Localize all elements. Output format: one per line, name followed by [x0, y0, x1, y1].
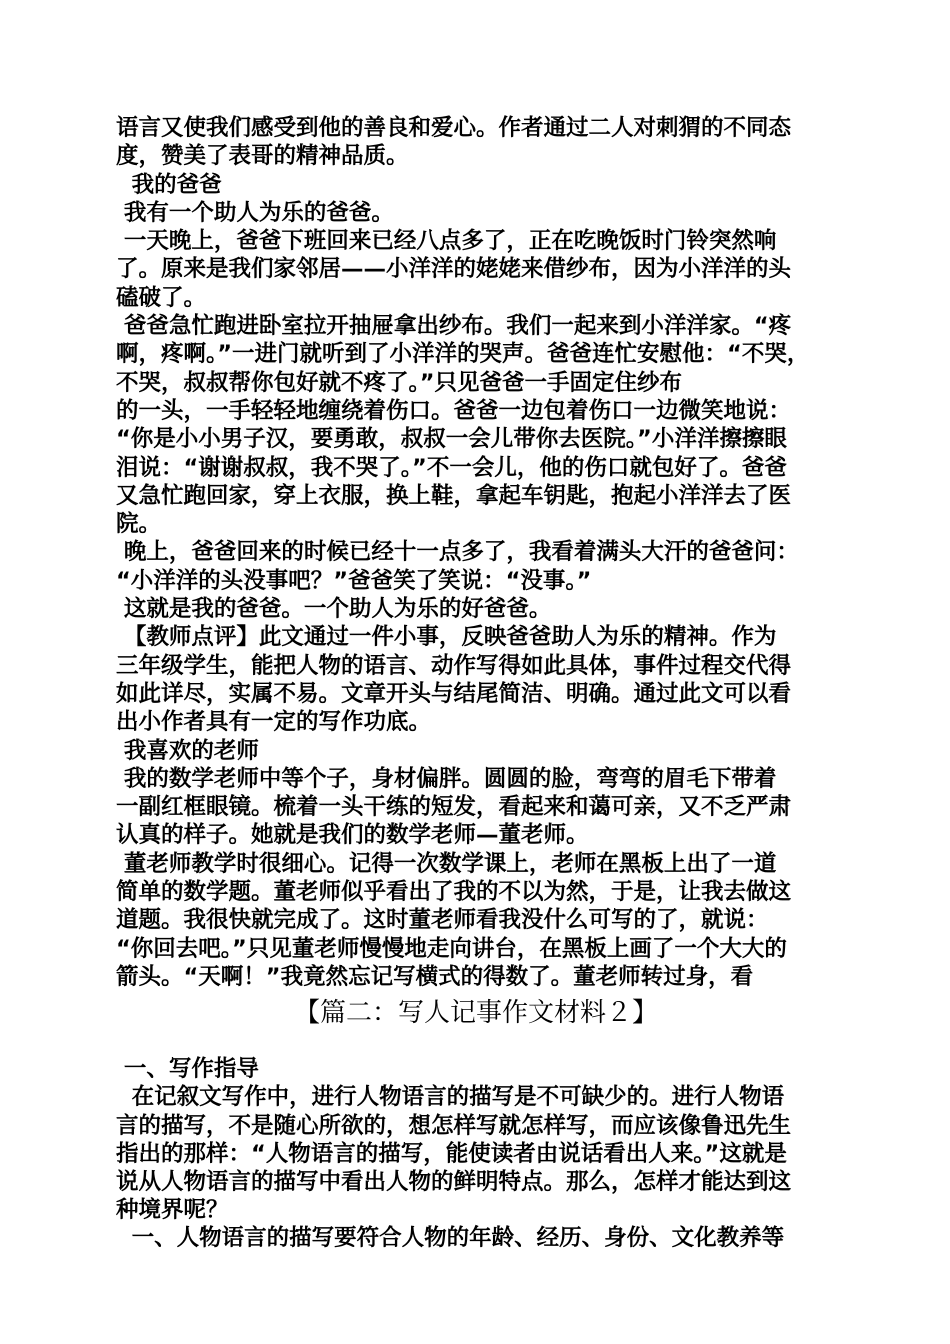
text-line: 出小作者具有一定的写作功底。 [116, 709, 432, 736]
text-line: 种境界呢？ [116, 1197, 229, 1224]
text-line: 箭头。“天啊！”我竟然忘记写横式的得数了。董老师转过身，看 [116, 963, 754, 990]
text-line: 【教师点评】此文通过一件小事，反映爸爸助人为乐的精神。作为 [116, 624, 777, 651]
text-line: 如此详尽，实属不易。文章开头与结尾简洁、明确。通过此文可以看 [116, 680, 792, 707]
text-line: 我的数学老师中等个子，身材偏胖。圆圆的脸，弯弯的眉毛下带着 [116, 765, 777, 792]
text-line: 说从人物语言的描写中看出人物的鲜明特点。那么，怎样才能达到这 [116, 1168, 792, 1195]
text-line: 我喜欢的老师 [116, 737, 259, 764]
text-line: 三年级学生，能把人物的语言、动作写得如此具体，事件过程交代得 [116, 652, 792, 679]
document-body [116, 114, 836, 1253]
text-line: 我的爸爸 [116, 171, 222, 198]
text-line: 一副红框眼镜。梳着一头干练的短发，看起来和蔼可亲，又不乏严肃 [116, 794, 792, 821]
text-line: “你回去吧。”只见董老师慢慢地走向讲台，在黑板上画了一个大大的 [116, 935, 787, 962]
text-line: “你是小小男子汉，要勇敢，叔叔一会儿带你去医院。”小洋洋擦擦眼 [116, 426, 787, 453]
text-line: 一、写作指导 [116, 1056, 259, 1083]
text-line: 在记叙文写作中，进行人物语言的描写是不可缺少的。进行人物语 [116, 1084, 785, 1111]
text-line: 一天晚上，爸爸下班回来已经八点多了，正在吃晚饭时门铃突然响 [116, 228, 777, 255]
essay-section-2 [116, 1055, 836, 1252]
text-line: 泪说：“谢谢叔叔，我不哭了。”不一会儿，他的伤口就包好了。爸爸 [116, 454, 787, 481]
text-line: 的一头，一手轻轻地缠绕着伤口。爸爸一边包着伤口一边微笑地说： [116, 397, 792, 424]
essay-section-1 [116, 114, 836, 991]
text-line: 院。 [116, 511, 162, 538]
text-line: “小洋洋的头没事吧？”爸爸笑了笑说：“没事。” [116, 567, 592, 594]
text-line: 磕破了。 [116, 284, 207, 311]
text-line: 语言又使我们感受到他的善良和爱心。作者通过二人对刺猬的不同态 [116, 115, 792, 141]
text-line: 晚上，爸爸回来的时候已经十一点多了，我看着满头大汗的爸爸问： [116, 539, 799, 566]
text-line: 了。原来是我们家邻居——小洋洋的姥姥来借纱布，因为小洋洋的头 [116, 256, 792, 283]
text-line: 我有一个助人为乐的爸爸。 [116, 199, 394, 226]
text-line: 一、人物语言的描写要符合人物的年龄、经历、身份、文化教养等 [116, 1225, 785, 1252]
text-line: 这就是我的爸爸。一个助人为乐的好爸爸。 [116, 596, 552, 623]
text-line: 言的描写，不是随心所欲的，想怎样写就怎样写，而应该像鲁迅先生 [116, 1112, 792, 1139]
text-line: 度，赞美了表哥的精神品质。 [116, 143, 409, 170]
text-line: 道题。我很快就完成了。这时董老师看我没什么可写的了，就说： [116, 907, 769, 934]
text-line: 又急忙跑回家，穿上衣服，换上鞋，拿起车钥匙，抱起小洋洋去了医 [116, 482, 792, 509]
text-line: 指出的那样：“人物语言的描写，能使读者由说话看出人来。”这就是 [116, 1140, 787, 1167]
text-line: 啊，疼啊。”一进门就听到了小洋洋的哭声。爸爸连忙安慰他：“不哭， [116, 341, 810, 368]
text-line: 简单的数学题。董老师似乎看出了我的不以为然，于是，让我去做这 [116, 879, 792, 906]
text-line: 认真的样子。她就是我们的数学老师—董老师。 [116, 822, 589, 849]
section-title: 【篇二：写人记事作文材料２】 [293, 998, 658, 1029]
text-line: 不哭，叔叔帮你包好就不疼了。”只见爸爸一手固定住纱布 [116, 369, 683, 396]
text-line: 董老师教学时很细心。记得一次数学课上，老师在黑板上出了一道 [116, 850, 777, 877]
text-line: 爸爸急忙跑进卧室拉开抽屉拿出纱布。我们一起来到小洋洋家。“疼 [116, 313, 792, 340]
